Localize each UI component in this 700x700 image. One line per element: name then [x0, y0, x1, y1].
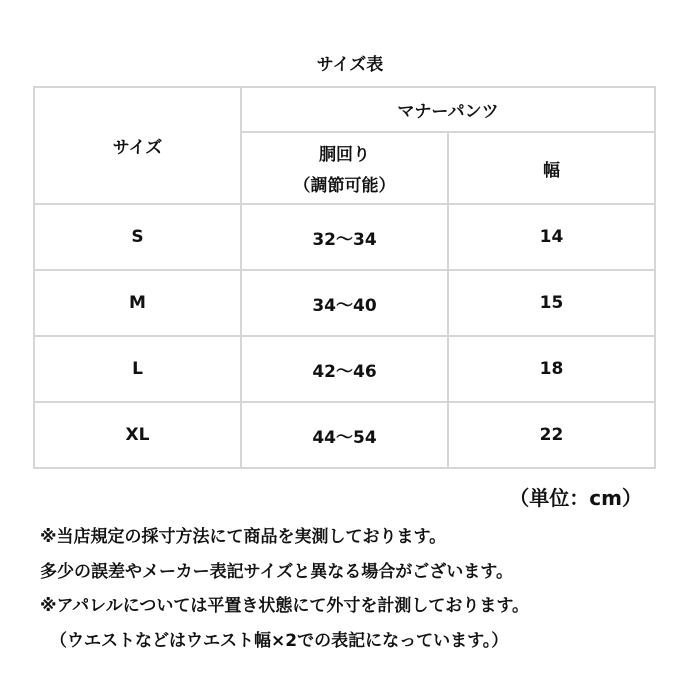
note-line: ※アパレルについては平置き状態にて外寸を計測しております。 [40, 596, 530, 616]
waist-cell: 42〜46 [241, 336, 448, 402]
table-row [34, 204, 655, 270]
size-cell: S [34, 204, 241, 270]
unit-note: （単位：cm） [509, 486, 642, 510]
width-cell: 22 [448, 402, 655, 468]
size-cell: L [34, 336, 241, 402]
size-table [33, 86, 656, 469]
size-column-header: サイズ [34, 87, 241, 204]
table-row [34, 270, 655, 336]
width-cell: 15 [448, 270, 655, 336]
waist-header-label: 胴回り [319, 145, 370, 165]
waist-adjustable-label: （調節可能） [293, 176, 396, 196]
note-line: 多少の誤差やメーカー表記サイズと異なる場合がございます。 [40, 561, 513, 582]
table-row [34, 402, 655, 468]
width-cell: 18 [448, 336, 655, 402]
waist-cell: 32〜34 [241, 204, 448, 270]
waist-cell: 44〜54 [241, 402, 448, 468]
table-row [34, 336, 655, 402]
width-column-header: 幅 [448, 132, 655, 204]
width-cell: 14 [448, 204, 655, 270]
note-line: （ウエストなどはウエスト幅×2での表記になっています。） [50, 630, 509, 651]
page-title: サイズ表 [316, 55, 384, 75]
manner-pants-header: マナーパンツ [241, 87, 655, 132]
size-cell: M [34, 270, 241, 336]
size-cell: XL [34, 402, 241, 468]
table-header-row [34, 87, 655, 132]
waist-cell: 34〜40 [241, 270, 448, 336]
notes-block [40, 520, 680, 658]
waist-column-header [241, 132, 448, 204]
note-line: ※当店規定の採寸方法にて商品を実測しております。 [40, 527, 447, 547]
